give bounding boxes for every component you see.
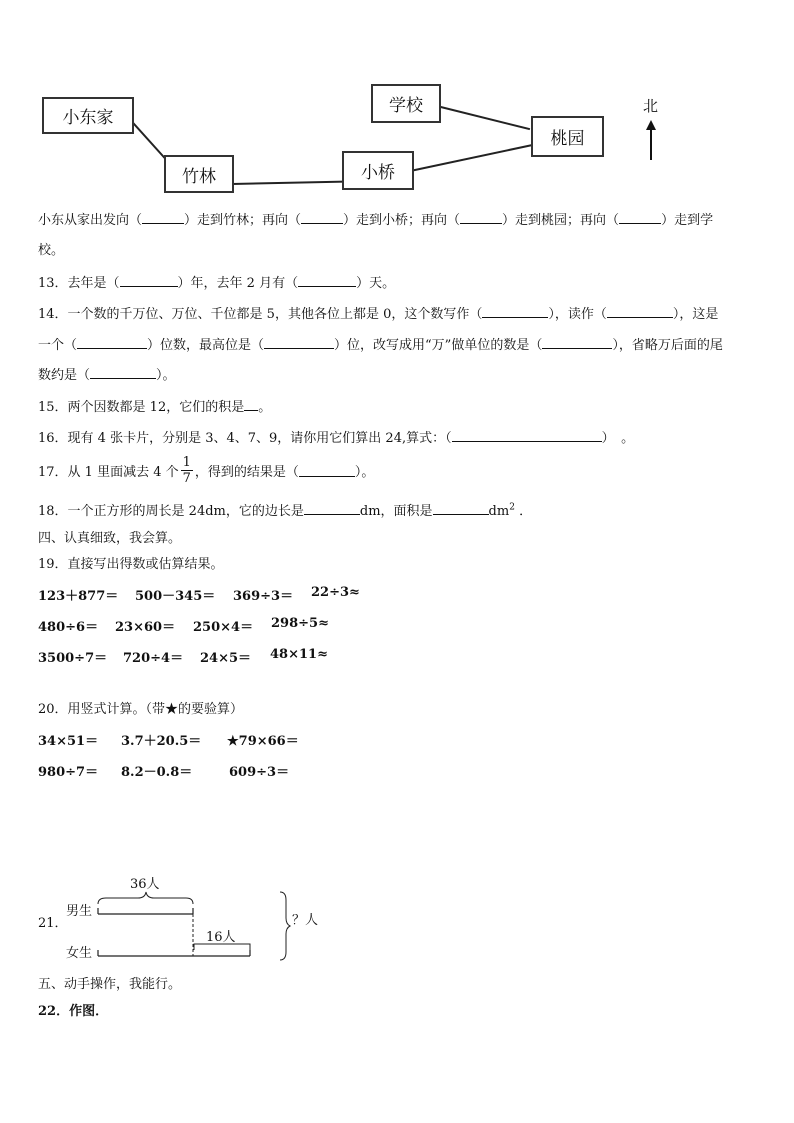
section-4-heading: 四、认真细致，我会算。 xyxy=(38,531,182,546)
calc-item: 480÷6＝ xyxy=(38,620,99,635)
q12-line2: 校。 xyxy=(38,243,65,258)
calc-item: 298÷5≈ xyxy=(271,616,329,631)
q18-end: ． xyxy=(519,504,533,519)
q21-bars xyxy=(90,890,300,965)
calc-item: 609÷3＝ xyxy=(229,765,290,780)
section-5-heading: 五、动手操作，我能行。 xyxy=(38,977,182,992)
calc-item: 980÷7＝ xyxy=(38,765,99,780)
q15-text: 15．两个因数都是 12，它们的积是 xyxy=(38,400,245,415)
girls-label: 女生 xyxy=(66,946,93,961)
boys-label: 男生 xyxy=(66,904,93,919)
answer-blank[interactable] xyxy=(304,502,360,515)
answer-blank[interactable] xyxy=(452,429,602,442)
calc-item: 500－345＝ xyxy=(135,589,216,604)
q15 xyxy=(38,396,271,415)
fraction xyxy=(181,455,193,486)
q18-superscript: 2 xyxy=(509,502,515,513)
q14-line2 xyxy=(38,334,723,353)
road-school-peach xyxy=(437,105,531,130)
q19-title: 19．直接写出得数或估算结果。 xyxy=(38,557,224,572)
q14-line1 xyxy=(38,303,718,322)
q14-text: 14．一个数的千万位、万位、千位都是 5，其他各位上都是 0，这个数写作（ xyxy=(38,307,483,322)
place-school: 学校 xyxy=(371,84,441,123)
answer-blank[interactable] xyxy=(607,305,673,318)
answer-blank[interactable] xyxy=(120,274,178,287)
q12-line1 xyxy=(38,209,713,228)
north-arrow-icon xyxy=(644,120,658,162)
q15-end: 。 xyxy=(258,400,272,415)
q14-text: ），读作（ xyxy=(548,307,607,322)
answer-blank[interactable] xyxy=(301,211,343,224)
answer-blank[interactable] xyxy=(542,336,612,349)
q17 xyxy=(38,455,374,486)
road-bridge-peach xyxy=(410,144,533,172)
answer-blank[interactable] xyxy=(298,274,356,287)
answer-blank[interactable] xyxy=(482,305,548,318)
q13 xyxy=(38,272,395,291)
answer-blank[interactable] xyxy=(264,336,334,349)
q14-text: ），这是 xyxy=(672,307,719,322)
answer-blank[interactable] xyxy=(299,464,355,477)
total-question-label: ？人 xyxy=(292,913,319,928)
extra-count-label: 16人 xyxy=(206,930,236,945)
fraction-denominator: 7 xyxy=(182,471,191,486)
q17-text: 17．从 1 里面减去 4 个 xyxy=(38,465,179,480)
q18-text: 18．一个正方形的周长是 24dm，它的边长是 xyxy=(38,504,304,519)
q14-text: ）位，改写成用“万”做单位的数是（ xyxy=(334,338,543,353)
q18-text: dm，面积是 xyxy=(359,504,433,519)
q14-text: 一个（ xyxy=(38,338,78,353)
q16-end: ） 。 xyxy=(601,431,635,446)
q16-text: 16．现有 4 张卡片，分别是 3、4、7、9，请你用它们算出 24,算式：（ xyxy=(38,431,452,446)
calc-item: 369÷3＝ xyxy=(233,589,294,604)
q21-number: 21． xyxy=(38,916,68,931)
q13-text: ）天。 xyxy=(356,276,396,291)
q17-text: ，得到的结果是（ xyxy=(194,465,299,480)
calc-item: 23×60＝ xyxy=(115,620,176,635)
calc-item: 34×51＝ xyxy=(38,734,99,749)
q12-text: ）走到小桥；再向（ xyxy=(343,213,461,228)
q14-line3 xyxy=(38,364,176,383)
north-label: 北 xyxy=(643,97,659,115)
q16 xyxy=(38,427,634,446)
q13-text: ）年，去年 2 月有（ xyxy=(177,276,299,291)
calc-item: 8.2－0.8＝ xyxy=(121,765,193,780)
q12-text: ）走到竹林；再向（ xyxy=(184,213,302,228)
q12-text: ）走到桃园；再向（ xyxy=(502,213,620,228)
place-home: 小东家 xyxy=(42,97,134,134)
q14-text: ）位数，最高位是（ xyxy=(147,338,265,353)
answer-blank[interactable] xyxy=(77,336,147,349)
calc-item: 3500÷7＝ xyxy=(38,651,108,666)
q14-text: ），省略万后面的尾 xyxy=(612,338,723,353)
q18 xyxy=(38,500,532,519)
answer-blank[interactable] xyxy=(244,398,258,411)
calc-item: 24×5＝ xyxy=(200,651,252,666)
q20-title: 20．用竖式计算。（带★的要验算） xyxy=(38,702,244,717)
answer-blank[interactable] xyxy=(619,211,661,224)
calc-item: 22÷3≈ xyxy=(311,585,360,600)
calc-item: 720÷4＝ xyxy=(123,651,184,666)
boys-count-label: 36人 xyxy=(130,877,160,892)
fraction-numerator: 1 xyxy=(182,455,191,470)
q17-end: ）。 xyxy=(354,465,375,480)
answer-blank[interactable] xyxy=(142,211,184,224)
calc-item: 48×11≈ xyxy=(270,647,328,662)
place-bamboo: 竹林 xyxy=(164,155,234,193)
calc-item: ★79×66＝ xyxy=(227,734,299,749)
q12-text: ）走到学 xyxy=(661,213,714,228)
calc-item: 3.7＋20.5＝ xyxy=(121,734,202,749)
answer-blank[interactable] xyxy=(433,502,489,515)
answer-blank[interactable] xyxy=(90,366,156,379)
q12-text: 小东从家出发向（ xyxy=(38,213,143,228)
q22: 22．作图． xyxy=(38,1004,109,1019)
q14-text: ）。 xyxy=(156,368,176,383)
road-bamboo-bridge xyxy=(232,181,344,185)
answer-blank[interactable] xyxy=(460,211,502,224)
calc-item: 250×4＝ xyxy=(193,620,254,635)
q18-unit: dm xyxy=(488,504,510,519)
q14-text: 数约是（ xyxy=(38,368,91,383)
place-bridge: 小桥 xyxy=(342,151,414,190)
place-peach: 桃园 xyxy=(531,116,604,157)
q13-text: 13．去年是（ xyxy=(38,276,120,291)
calc-item: 123＋877＝ xyxy=(38,589,119,604)
